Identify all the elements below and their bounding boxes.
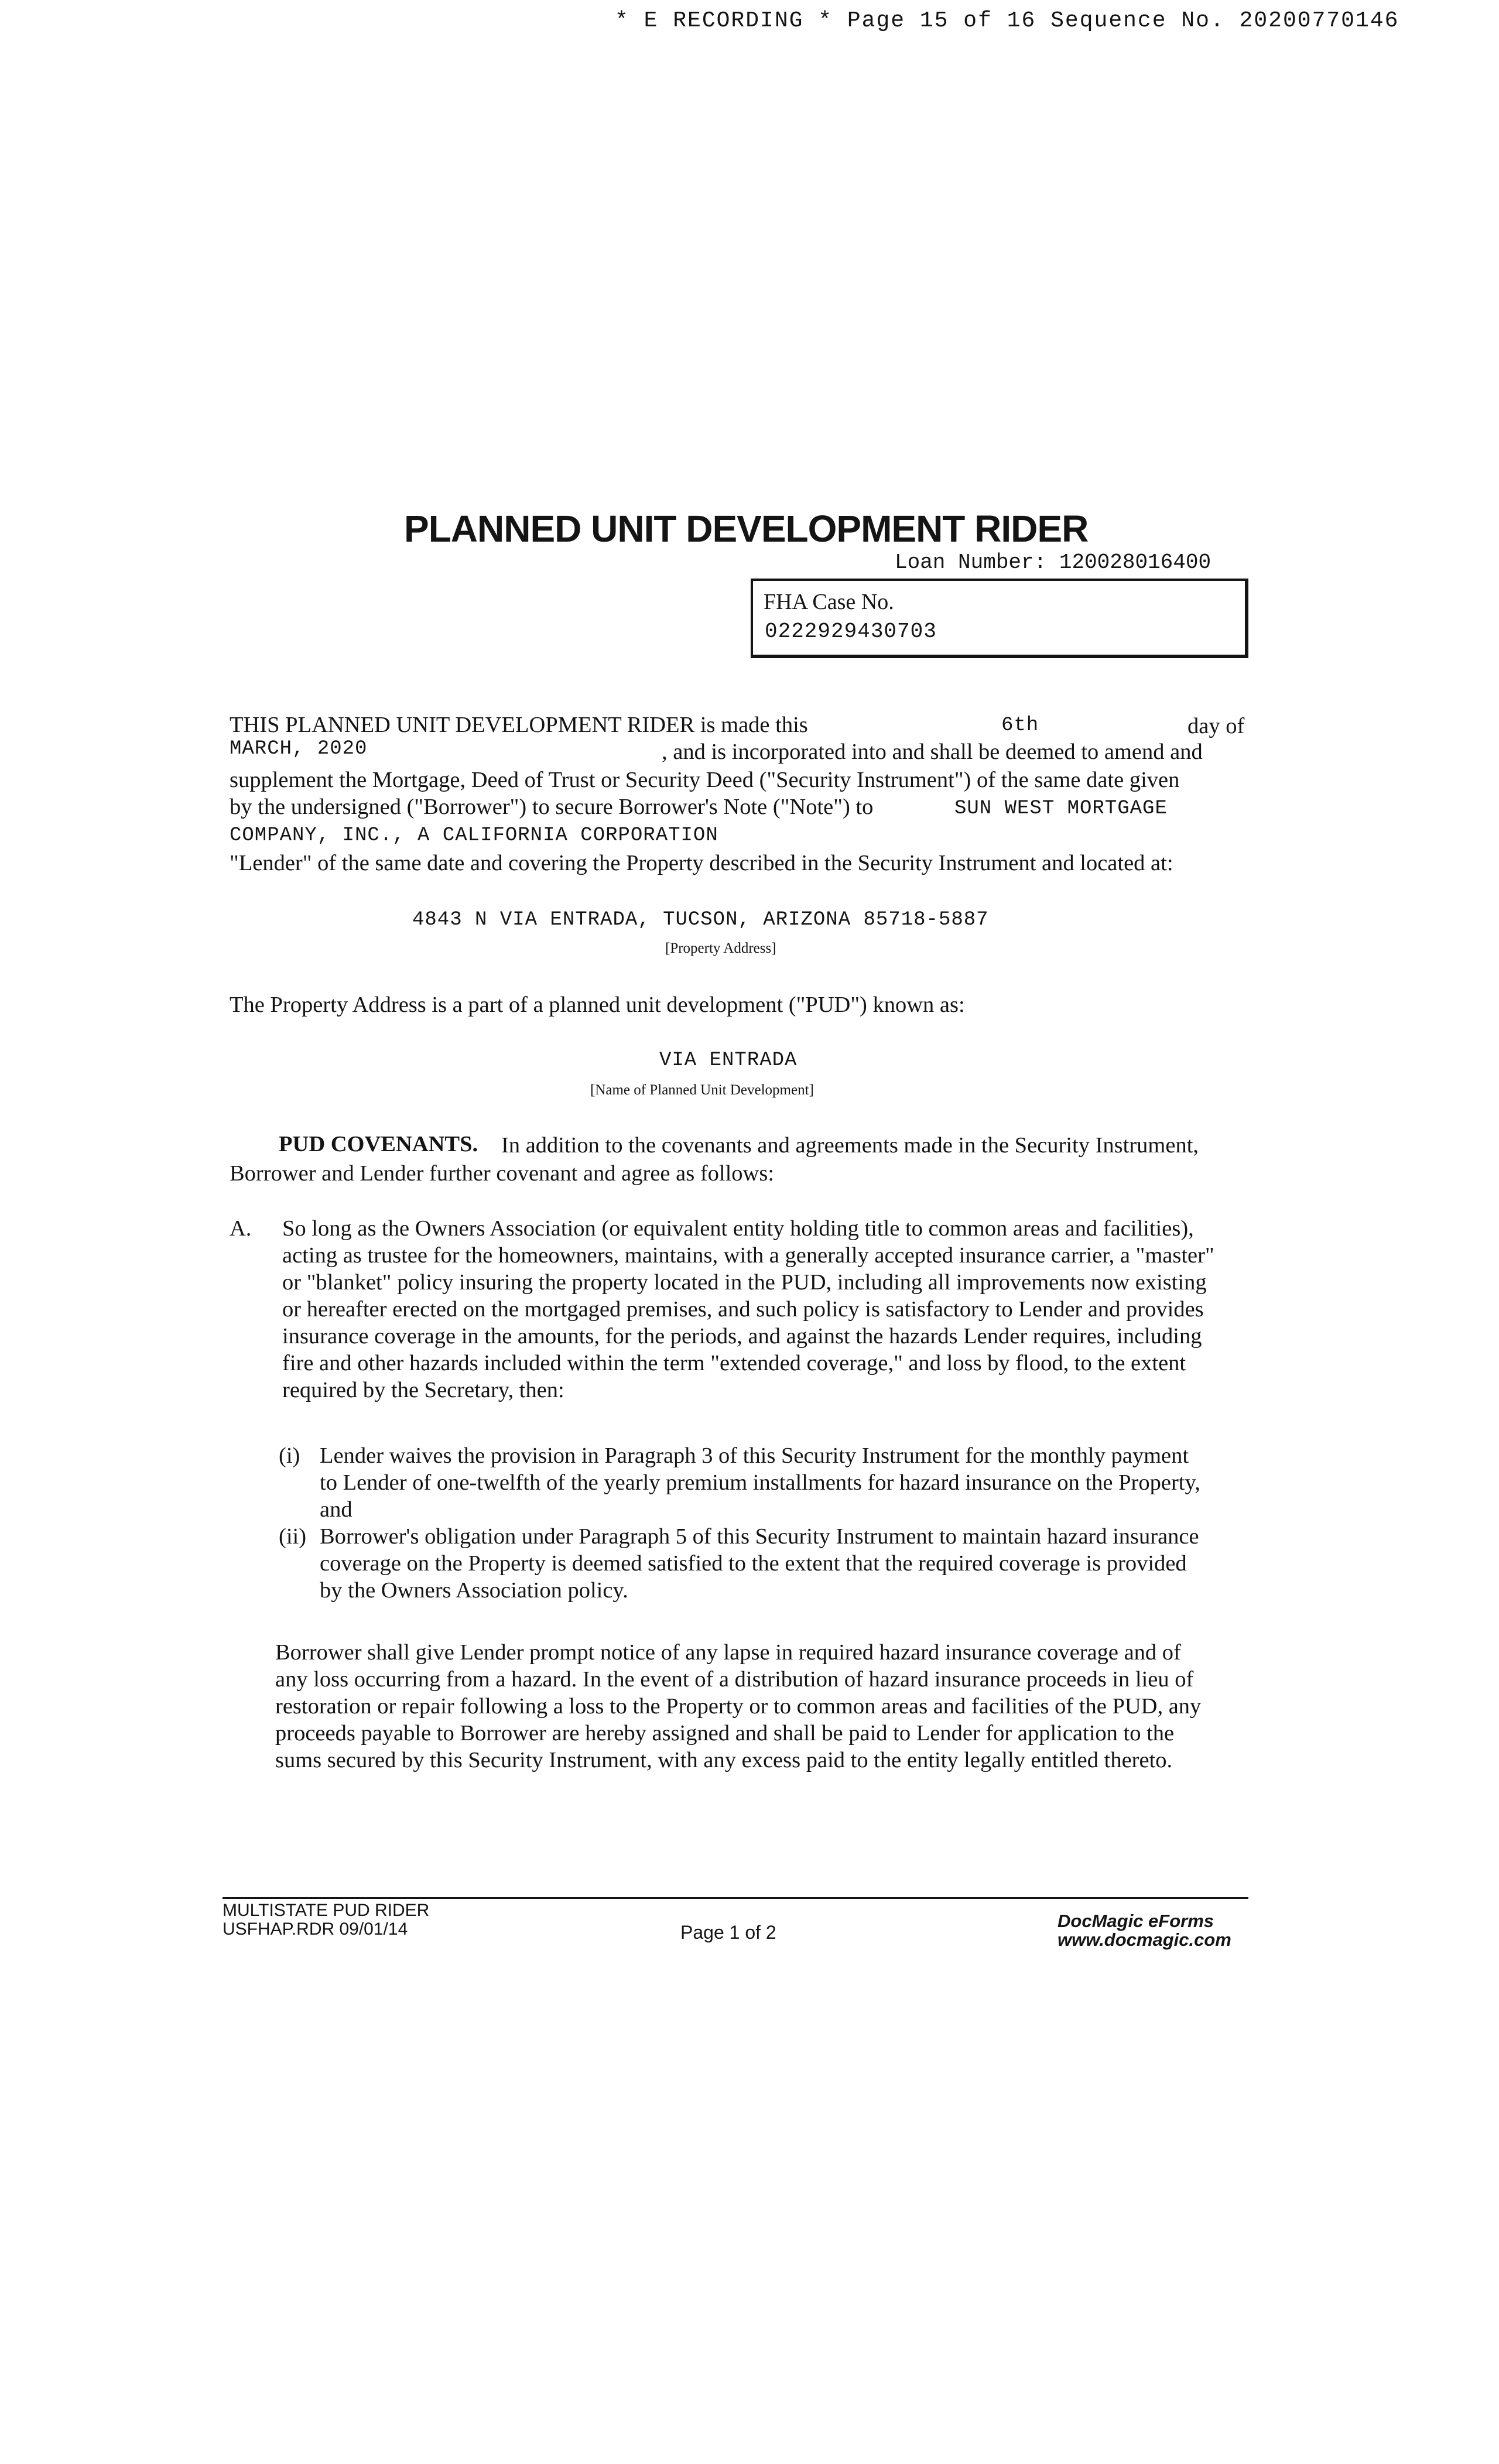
footer-form-code: USFHAP.RDR 09/01/14: [223, 1919, 408, 1939]
covenants-intro-line-2: Borrower and Lender further covenant and agree as follows:: [230, 1161, 775, 1186]
section-a-line: insurance coverage in the amounts, for the periods, and against the hazards Lender requires, including: [282, 1324, 1202, 1349]
intro-line-2: , and is incorporated into and shall be deemed to amend and: [662, 740, 1203, 764]
footer-divider: [223, 1897, 1248, 1899]
pud-name-caption: [Name of Planned Unit Development]: [590, 1082, 814, 1098]
notice-line: restoration or repair following a loss to the Property or to common areas and facilities of the PUD, any: [275, 1694, 1202, 1719]
property-address: 4843 N VIA ENTRADA, TUCSON, ARIZONA 85718-5887: [412, 909, 989, 931]
section-a-line: fire and other hazards included within the term "extended coverage," and loss by flood, to the extent: [282, 1351, 1186, 1375]
loan-number: Loan Number: 120028016400: [895, 550, 1211, 574]
intro-line-4: by the undersigned ("Borrower") to secure Borrower's Note ("Note") to: [230, 795, 874, 819]
item-ii-line: by the Owners Association policy.: [320, 1578, 628, 1603]
pud-covenants-heading: PUD COVENANTS.: [279, 1132, 478, 1156]
item-ii-line: Borrower's obligation under Paragraph 5 of this Security Instrument to maintain hazard insurance: [320, 1524, 1199, 1549]
item-i-marker: (i): [279, 1443, 300, 1468]
section-a-line: or "blanket" policy insuring the property located in the PUD, including all improvements now existing: [282, 1270, 1207, 1295]
item-i-line: and: [320, 1497, 352, 1522]
pud-name: VIA ENTRADA: [659, 1049, 798, 1072]
notice-line: proceeds payable to Borrower are hereby assigned and shall be paid to Lender for application to the: [275, 1721, 1175, 1746]
document-title: PLANNED UNIT DEVELOPMENT RIDER: [404, 508, 1089, 550]
footer-form-name: MULTISTATE PUD RIDER: [223, 1901, 430, 1920]
notice-line: Borrower shall give Lender prompt notice of any lapse in required hazard insurance coverage and of: [275, 1640, 1181, 1665]
intro-line-3: supplement the Mortgage, Deed of Trust or Security Deed ("Security Instrument") of the same date given: [230, 768, 1180, 792]
footer-page-number: Page 1 of 2: [680, 1922, 776, 1943]
item-i-line: to Lender of one-twelfth of the yearly premium installments for hazard insurance on the Property,: [320, 1470, 1200, 1495]
section-a-line: acting as trustee for the homeowners, maintains, with a generally accepted insurance carrier, a "master": [282, 1243, 1214, 1268]
notice-line: sums secured by this Security Instrument, with any excess paid to the entity legally entitled thereto.: [275, 1748, 1173, 1772]
fha-case-label: FHA Case No.: [764, 590, 894, 614]
lender-name-part-2: COMPANY, INC., A CALIFORNIA CORPORATION: [230, 824, 718, 847]
footer-brand-name: DocMagic eForms: [1057, 1911, 1214, 1931]
intro-line-1: THIS PLANNED UNIT DEVELOPMENT RIDER is made this: [230, 713, 808, 737]
recording-header: * E RECORDING * Page 15 of 16 Sequence No. 20200770146: [615, 8, 1399, 33]
section-a-line: or hereafter erected on the mortgaged premises, and such policy is satisfactory to Lender and provides: [282, 1297, 1204, 1322]
item-ii-line: coverage on the Property is deemed satisfied to the extent that the required coverage is provided: [320, 1551, 1187, 1576]
intro-day: 6th: [1001, 714, 1039, 737]
item-i-line: Lender waives the provision in Paragraph 3 of this Security Instrument for the monthly payment: [320, 1443, 1189, 1468]
lender-name-part-1: SUN WEST MORTGAGE: [954, 798, 1168, 820]
fha-case-number: 0222929430703: [765, 620, 937, 644]
property-address-caption: [Property Address]: [665, 940, 776, 956]
section-a-line: required by the Secretary, then:: [282, 1378, 564, 1402]
section-a-marker: A.: [230, 1216, 252, 1241]
intro-month-year: MARCH, 2020: [230, 738, 368, 760]
intro-day-of: day of: [1187, 714, 1245, 738]
notice-line: any loss occurring from a hazard. In the event of a distribution of hazard insurance proceeds in lieu of: [275, 1667, 1194, 1692]
covenants-intro-line-1: In addition to the covenants and agreements made in the Security Instrument,: [501, 1133, 1199, 1158]
footer-brand-url: www.docmagic.com: [1057, 1929, 1231, 1950]
item-ii-marker: (ii): [279, 1524, 307, 1549]
intro-line-6: "Lender" of the same date and covering the Property described in the Security Instrument and located at:: [230, 851, 1173, 875]
pud-intro-line: The Property Address is a part of a planned unit development ("PUD") known as:: [230, 993, 965, 1017]
section-a-line: So long as the Owners Association (or equivalent entity holding title to common areas and facilities),: [282, 1216, 1194, 1241]
